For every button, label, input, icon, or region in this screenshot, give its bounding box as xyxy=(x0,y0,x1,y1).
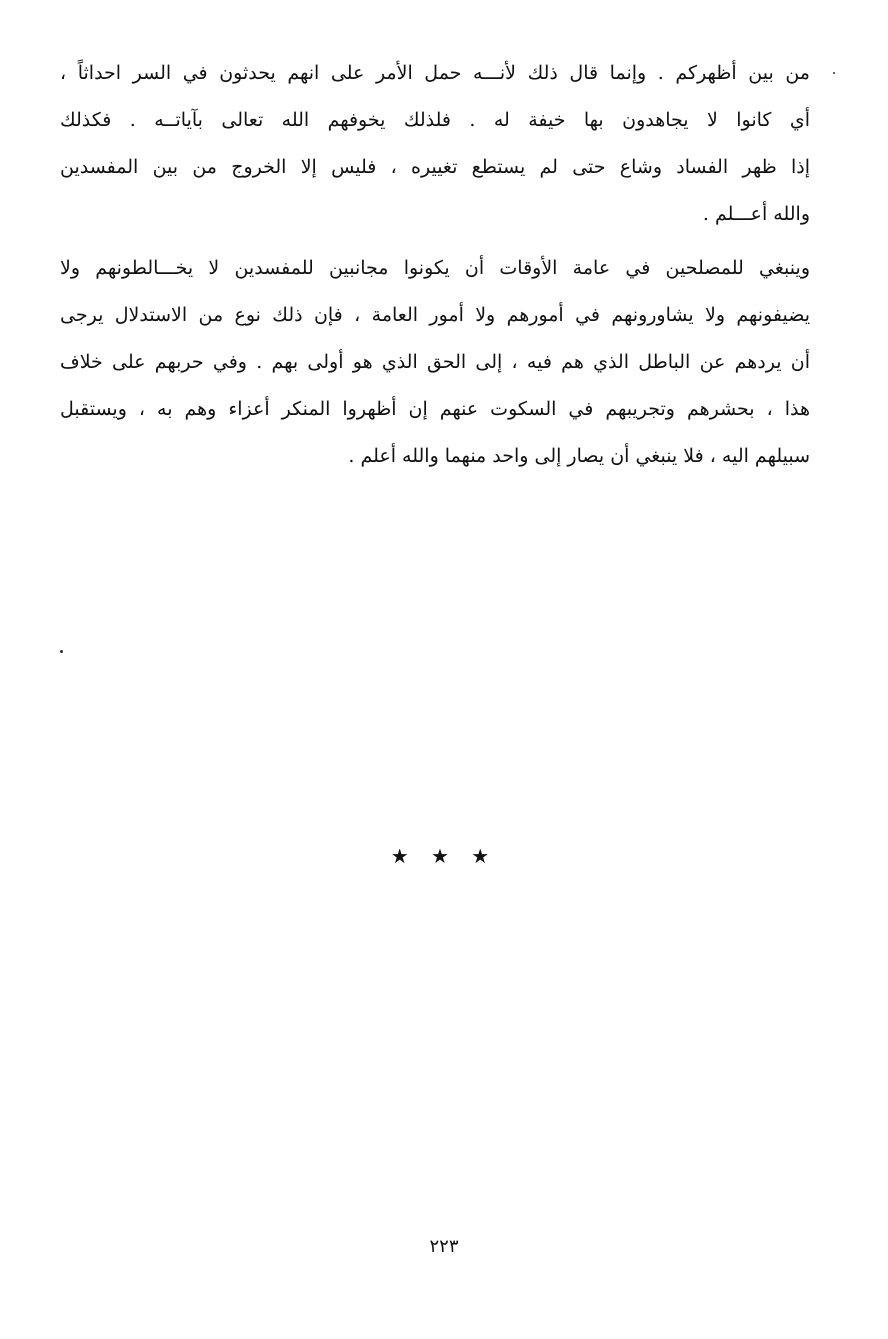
paragraph-2-line-1: وينبغي للمصلحين في عامة الأوقات أن يكونوا مجانبين للمفسدين لا يخـــالطونهم ولا xyxy=(60,257,810,279)
page-number: ٢٢٣ xyxy=(429,1236,459,1257)
paragraph-2-line-3: أن يردهم عن الباطل الذي هم فيه ، إلى الحق الذي هو أولى بهم . وفي حربهم على خلاف xyxy=(60,351,810,373)
paragraph-1 xyxy=(60,50,810,238)
paragraph-1-line-2: أي كانوا لا يجاهدون بها خيفة له . فلذلك يخوفهم الله تعالى بآياتــه . فكذلك xyxy=(60,109,810,131)
paragraph-1-line-3: إذا ظهر الفساد وشاع حتى لم يستطع تغييره ، فليس إلا الخروج من بين المفسدين xyxy=(60,156,810,178)
paragraph-1-line-1: من بين أظهركم . وإنما قال ذلك لأنـــه حمل الأمر على انهم يحدثون في السر احداثاً ، xyxy=(60,62,810,84)
paragraph-2-line-2: يضيفونهم ولا يشاورونهم في أمورهم ولا أمور العامة ، فإن ذلك نوع من الاستدلال يرجى xyxy=(60,304,810,326)
paragraph-1-line-4: والله أعـــلم . xyxy=(702,203,810,225)
paragraph-2-line-5: سبيلهم اليه ، فلا ينبغي أن يصار إلى واحد منهما والله أعلم . xyxy=(348,445,810,467)
ink-speck xyxy=(833,72,835,74)
paragraph-2 xyxy=(60,245,810,480)
section-separator: ★ ★ ★ xyxy=(390,844,498,868)
ink-speck xyxy=(60,650,63,653)
paragraph-2-line-4: هذا ، بحشرهم وتجريبهم في السكوت عنهم إن أظهروا المنكر أعزاء وهم به ، ويستقبل xyxy=(60,398,810,420)
